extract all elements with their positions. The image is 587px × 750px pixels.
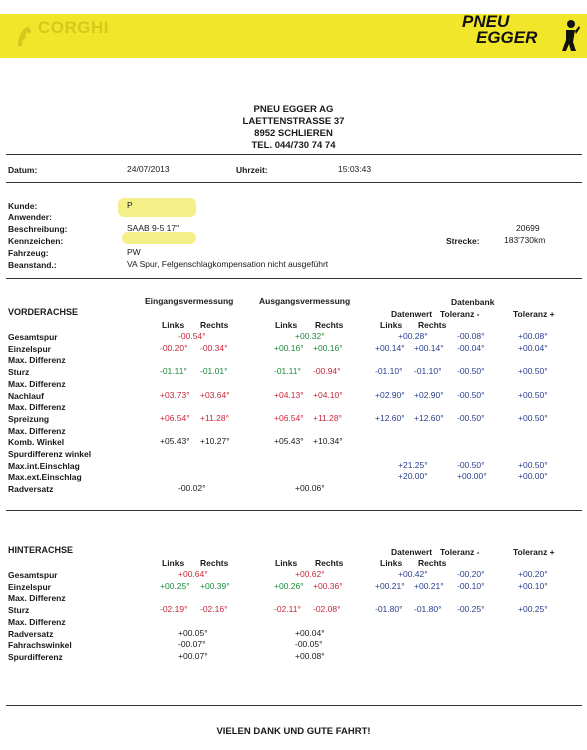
toleranz-minus-header: Toleranz - — [440, 309, 480, 319]
value-ein-r: +00.39° — [200, 580, 230, 591]
value-ein-l: -01.11° — [160, 366, 187, 377]
row-label: Gesamtspur — [8, 332, 58, 342]
value-aus-l: -02.11° — [274, 604, 301, 615]
value-tp: +00.25° — [518, 604, 548, 615]
value-aus-l: +06.54° — [274, 412, 304, 423]
value-ein-r: +11.28° — [200, 412, 230, 423]
divider — [6, 705, 582, 706]
value-ein-l: +00.25° — [160, 580, 190, 591]
value-aus-l: +00.16° — [274, 342, 304, 353]
fahrzeug-label: Fahrzeug: — [8, 248, 49, 258]
strecke-label: Strecke: — [446, 236, 480, 246]
datum-label: Datum: — [8, 165, 38, 175]
value-ein-r: -02.16° — [200, 604, 228, 615]
value-ein-l: -00.20° — [160, 342, 188, 353]
row-label: Max.int.Einschlag — [8, 460, 80, 471]
value-tp: +00.20° — [518, 569, 548, 579]
value-ein: -00.54° — [178, 331, 206, 341]
value-ein-l: +05.43° — [160, 436, 190, 447]
value-aus-r: +10.34° — [313, 436, 343, 447]
value-tm: -00.50° — [457, 366, 485, 377]
row-label: Einzelspur — [8, 581, 51, 592]
value-ein: -00.02° — [178, 483, 206, 494]
value-tp: +00.10° — [518, 580, 548, 591]
divider — [6, 278, 582, 279]
datum-value: 24/07/2013 — [127, 164, 170, 174]
divider — [6, 154, 582, 155]
row-label: Max.ext.Einschlag — [8, 472, 82, 483]
value-aus: +00.32° — [295, 331, 325, 341]
beschreibung-value: SAAB 9-5 17" — [127, 223, 180, 233]
value-dw-l: +12.60° — [375, 412, 405, 423]
value-aus: +00.62° — [295, 569, 325, 579]
value-tp: +00.08° — [518, 331, 548, 341]
value-aus-r: -00.94° — [313, 366, 341, 377]
vehicle-number: 20699 — [516, 223, 540, 233]
value-ein-l: -02.19° — [160, 604, 188, 615]
value-aus: +00.04° — [295, 627, 325, 638]
value-tm: -00.04° — [457, 342, 485, 353]
anwender-label: Anwender: — [8, 212, 52, 222]
row-label: Max. Differenz — [8, 402, 66, 413]
value-dw-r: +00.14° — [414, 342, 444, 353]
value-aus-r: +00.16° — [313, 342, 343, 353]
rechts-header: Rechts — [418, 558, 447, 568]
links-header: Links — [380, 320, 403, 330]
datenbank-header: Datenbank — [451, 297, 495, 307]
company-phone: TEL. 044/730 74 74 — [251, 140, 336, 151]
row-label: Radversatz — [8, 484, 54, 495]
value-aus: +00.08° — [295, 650, 325, 661]
value-ein: +00.07° — [178, 650, 208, 661]
value-dw-r: +00.21° — [414, 580, 444, 591]
value-aus-l: +04.13° — [274, 389, 304, 400]
value-dw-l: -01.10° — [375, 366, 403, 377]
value-ein-l: +06.54° — [160, 412, 190, 423]
value-tp: +00.50° — [518, 389, 548, 400]
value-ein-l: +03.73° — [160, 389, 190, 400]
toleranz-minus-header: Toleranz - — [440, 547, 480, 557]
value-ein-r: -00.34° — [200, 342, 228, 353]
value-tm: -00.50° — [457, 389, 485, 400]
divider — [6, 182, 582, 183]
value-aus: +00.06° — [295, 483, 325, 494]
row-label: Radversatz — [8, 628, 54, 639]
value-tp: +00.50° — [518, 459, 548, 470]
value-dw-r: -01.10° — [414, 366, 442, 377]
toleranz-plus-header: Toleranz + — [513, 547, 555, 557]
value-tm: +00.00° — [457, 471, 487, 482]
pneu-logo-line2: EGGER — [476, 28, 538, 47]
value-tp: +00.04° — [518, 342, 548, 353]
value-aus-r: +11.28° — [313, 412, 343, 423]
row-label: Max. Differenz — [8, 355, 66, 366]
pneu-logo-line1: PNEU — [462, 12, 510, 31]
row-label: Spurdifferenz — [8, 651, 63, 662]
company-name: PNEU EGGER AG — [253, 104, 334, 115]
eingang-header: Eingangsvermessung — [145, 296, 234, 306]
company-street: LAETTENSTRASSE 37 — [242, 116, 345, 127]
value-tm: -00.25° — [457, 604, 485, 615]
value-ein-r: +03.64° — [200, 389, 230, 400]
toleranz-plus-header: Toleranz + — [513, 309, 555, 319]
value-dw: +00.28° — [398, 331, 428, 341]
hinterachse-title: HINTERACHSE — [8, 545, 74, 555]
pneu-egger-logo — [458, 14, 537, 46]
value-dw: +00.42° — [398, 569, 428, 579]
value-dw-l: +00.21° — [375, 580, 405, 591]
value-aus-r: +04.10° — [313, 389, 343, 400]
row-label: Spurdifferenz winkel — [8, 449, 92, 459]
row-label: Einzelspur — [8, 343, 51, 354]
row-label: Spreizung — [8, 413, 50, 424]
links-header: Links — [162, 320, 185, 330]
links-header: Links — [275, 558, 298, 568]
value-aus: -00.05° — [295, 639, 323, 650]
row-label: Max. Differenz — [8, 593, 66, 604]
kunde-label: Kunde: — [8, 201, 38, 211]
value-dw-l: +00.14° — [375, 342, 405, 353]
value-tm: -00.10° — [457, 580, 485, 591]
strecke-value: 183'730km — [504, 235, 546, 245]
beanstand-label: Beanstand.: — [8, 260, 57, 270]
corghi-logo: CORGHI — [38, 18, 109, 37]
corghi-logo-icon — [14, 22, 36, 48]
rechts-header: Rechts — [200, 320, 229, 330]
divider — [6, 510, 582, 511]
row-label: Sturz — [8, 367, 30, 378]
rechts-header: Rechts — [315, 320, 344, 330]
kennzeichen-label: Kennzeichen: — [8, 236, 64, 246]
ausgang-header: Ausgangsvermessung — [259, 296, 351, 306]
value-aus-l: +00.26° — [274, 580, 304, 591]
value-tm: -00.20° — [457, 569, 485, 579]
value-ein: +00.05° — [178, 627, 208, 638]
row-label: Komb. Winkel — [8, 437, 65, 448]
beanstand-value: VA Spur, Felgenschlagkompensation nicht ausgeführt — [127, 259, 329, 269]
value-ein-r: +10.27° — [200, 436, 230, 447]
value-dw-r: +12.60° — [414, 412, 444, 423]
value-dw-l: +02.90° — [375, 389, 405, 400]
links-header: Links — [275, 320, 298, 330]
redaction-mask — [122, 232, 196, 244]
value-ein: +00.64° — [178, 569, 208, 579]
value-dw-l: -01.80° — [375, 604, 403, 615]
value-tp: +00.50° — [518, 366, 548, 377]
company-city: 8952 SCHLIEREN — [254, 128, 333, 139]
mascot-icon — [560, 18, 580, 52]
value-dw-r: -01.80° — [414, 604, 442, 615]
value-tm: -00.50° — [457, 412, 485, 423]
row-label: Sturz — [8, 605, 30, 616]
value-ein-r: -01.01° — [200, 366, 228, 377]
kunde-value: P — [127, 200, 133, 210]
vorderachse-title: VORDERACHSE — [8, 307, 79, 317]
links-header: Links — [162, 558, 185, 568]
row-label: Gesamtspur — [8, 570, 58, 580]
datenwert-header: Datenwert — [391, 547, 433, 557]
value-tm: -00.50° — [457, 459, 485, 470]
rechts-header: Rechts — [200, 558, 229, 568]
value-dw: +20.00° — [398, 471, 428, 482]
uhrzeit-label: Uhrzeit: — [236, 165, 268, 175]
value-dw-r: +02.90° — [414, 389, 444, 400]
rechts-header: Rechts — [315, 558, 344, 568]
footer-thanks: VIELEN DANK UND GUTE FAHRT! — [216, 726, 371, 737]
rechts-header: Rechts — [418, 320, 447, 330]
row-label: Max. Differenz — [8, 378, 66, 389]
value-aus-r: -02.08° — [313, 604, 341, 615]
value-tp: +00.50° — [518, 412, 548, 423]
value-tp: +00.00° — [518, 471, 548, 482]
row-label: Fahrachswinkel — [8, 640, 72, 651]
beschreibung-label: Beschreibung: — [8, 224, 68, 234]
value-aus-l: -01.11° — [274, 366, 301, 377]
value-tm: -00.08° — [457, 331, 485, 341]
datenwert-header: Datenwert — [391, 309, 433, 319]
row-label: Max. Differenz — [8, 616, 66, 627]
links-header: Links — [380, 558, 403, 568]
row-label: Max. Differenz — [8, 425, 66, 436]
fahrzeug-value: PW — [127, 247, 141, 257]
value-dw: +21.25° — [398, 459, 428, 470]
value-aus-l: +05.43° — [274, 436, 304, 447]
value-aus-r: +00.36° — [313, 580, 343, 591]
row-label: Nachlauf — [8, 390, 44, 401]
value-ein: -00.07° — [178, 639, 206, 650]
uhrzeit-value: 15:03:43 — [338, 164, 372, 174]
